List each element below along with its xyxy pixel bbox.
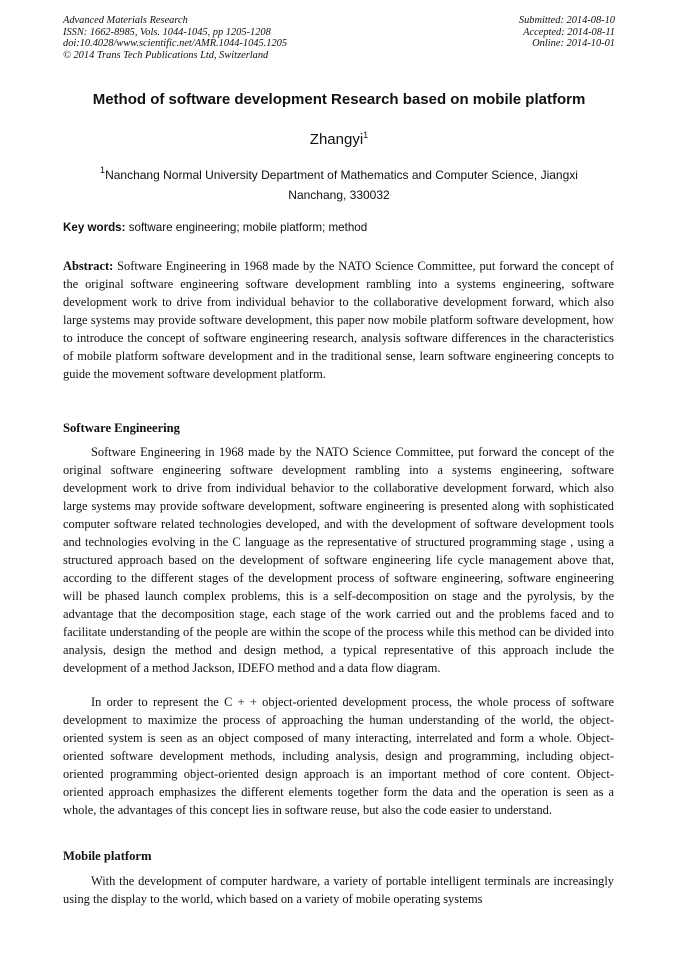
accepted-date: Accepted: 2014-08-11 [523, 26, 615, 38]
keywords-text: software engineering; mobile platform; method [125, 221, 368, 234]
copyright-line: © 2014 Trans Tech Publications Ltd, Switzerland [63, 49, 269, 61]
journal-header [63, 15, 287, 61]
section-heading-mobile-platform: Mobile platform [63, 849, 152, 863]
author-name: Zhangyi [309, 131, 364, 148]
online-date: Online: 2014-10-01 [532, 38, 615, 50]
affiliation-line-2: Nanchang, 330032 [288, 188, 390, 202]
abstract-label: Abstract: [63, 259, 114, 273]
issn-line: ISSN: 1662-8985, Vols. 1044-1045, pp 1205-1208 [63, 26, 271, 38]
journal-name: Advanced Materials Research [63, 15, 188, 26]
submitted-date: Submitted: 2014-08-10 [518, 15, 615, 26]
abstract-text: Software Engineering in 1968 made by the NATO Science Committee, put forward the concept of the original software engineering software development rambling into a systems engineering, software development work to drive from individual behavior to the collaborative development forward, which also large systems may provide software development, this paper now mobile platform software development, how to introduce the concept of software engineering research, analysis software differences in the characteristics of mobile platform software development and in the traditional sense, learn software engineering concepts to guide the movement software development platform. [63, 259, 614, 381]
author-superscript: 1 [363, 130, 369, 140]
paragraph: With the development of computer hardware, a variety of portable intelligent terminals are increasingly using the display to the world, which based on a variety of mobile operating systems [63, 874, 614, 906]
section-heading-software-engineering: Software Engineering [63, 421, 180, 435]
paper-title: Method of software development Research based on mobile platform [92, 91, 586, 108]
affiliation-text-1: Nanchang Normal University Department of Mathematics and Computer Science, Jiangxi [105, 168, 578, 182]
paragraph: Software Engineering in 1968 made by the NATO Science Committee, put forward the concept of the original software engineering software development rambling into a systems engineering, software development work to drive from individual behavior to the collaborative development forward, which also large systems may provide software development, software engineering is presented along with sophisticated computer software related technologies developed, and with the development of software development tools and technologies evolving in the C language as the representative of structured programming stage , using a structured approach based on the development of software engineering life cycle management above that, according to the different stages of the development process of software engineering, software engineering will be phased launch complex problems, this is a self-decomposition on stage and the pyrolysis, by the advantage that the decomposition stage, each stage of the work carried out and the problems faced and to facilitate understanding of the people are within the scope of the process while this method can be divided into analysis, design the method and design method, a typical representative of this approach include the development of a method Jackson, IDEFO method and a data flow diagram. [63, 445, 614, 675]
keywords-label: Key words: [63, 221, 126, 234]
affiliation [63, 165, 615, 205]
keywords [63, 221, 623, 234]
abstract [63, 257, 614, 383]
affiliation-line-1 [63, 165, 615, 185]
author [0, 131, 678, 148]
doi-line: doi:10.4028/www.scientific.net/AMR.1044-1045.1205 [63, 38, 288, 50]
dates-header [519, 15, 615, 50]
paragraph: In order to represent the C + + object-oriented development process, the whole process of software development to maximize the process of approaching the human understanding of the world, the object-oriented system is seen as an object composed of many interacting, interrelated and form a whole. Object-oriented software development methods, including analysis, design and programming, including object-oriented programming object-oriented design approach is an important method of core content. Object-oriented approach emphasizes the different elements together form the data and the operation is seen as a whole, the advantages of this concept lies in software reuse, but also the code easier to understand. [63, 695, 614, 817]
affiliation-superscript: 1 [100, 165, 106, 175]
